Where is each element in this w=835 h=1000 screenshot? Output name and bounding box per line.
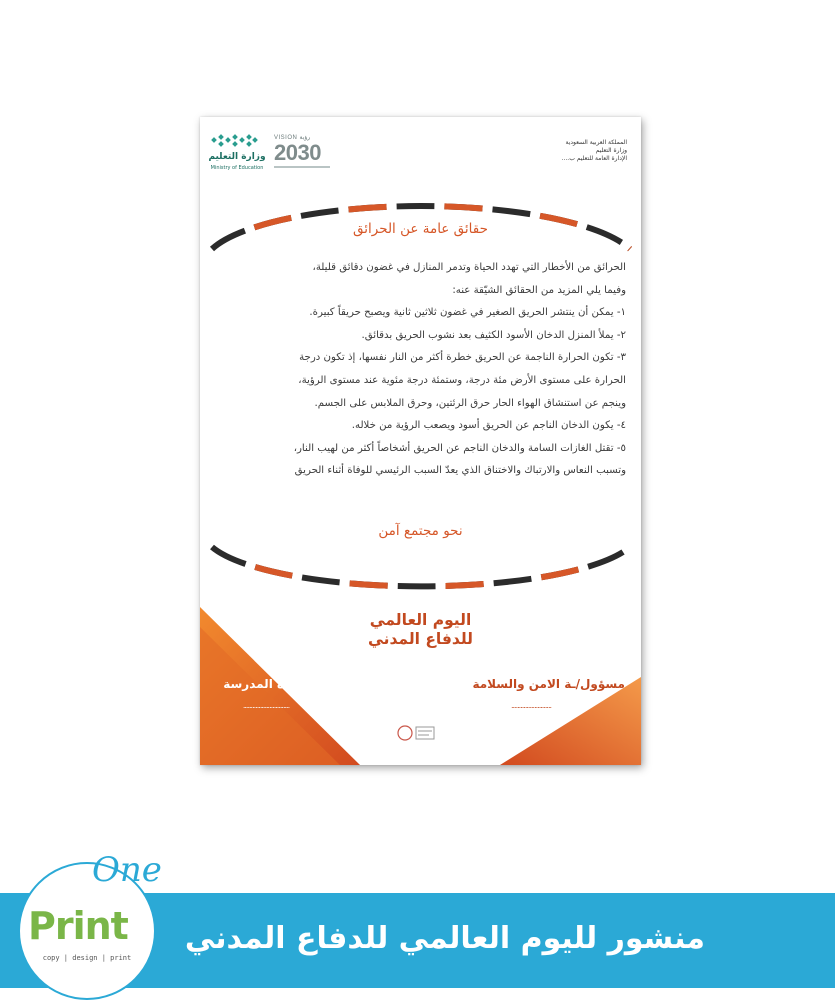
- orange-triangle-shapes: [200, 117, 641, 765]
- printer-stamp-icon: [396, 722, 440, 744]
- vision-logo-small-text: VISION رؤية: [274, 135, 311, 141]
- facts-title: حقائق عامة عن الحرائق: [353, 221, 488, 237]
- facts-line: وينجم عن استنشاق الهواء الحار حرق الرئتين، وحرق الملابس على الجسم.: [314, 397, 626, 409]
- world-day-line-1: اليوم العالمي: [369, 611, 472, 629]
- facts-line: ٥- تقتل الغازات السامة والدخان الناجم عن الحريق أشخاصاً أكثر من لهيب النار،: [293, 442, 626, 454]
- facts-line: ٤- يكون الدخان الناجم عن الحريق أسود ويصعب الرؤية من خلاله.: [351, 420, 626, 432]
- one-print-logo: [18, 850, 188, 1000]
- principal-signature-line: ..............................: [242, 701, 290, 710]
- principal-signature-label: مدير/ة المدرسة: [223, 677, 315, 691]
- facts-line: ٣- تكون الحرارة الناجمة عن الحريق خطرة أكثر من النار نفسها، إذ تكون درجة: [299, 352, 626, 364]
- gov-line-ministry: وزارة التعليم: [595, 147, 627, 154]
- facts-line: الحرارة على مستوى الأرض مئة درجة، وستمئة درجة مئوية عند مستوى الرؤية،: [298, 374, 626, 386]
- facts-line: وتسبب النعاس والارتباك والاختناق الذي يعدّ السبب الرئيسي للوفاة أثناء الحريق: [294, 465, 626, 477]
- vision-logo-year: 2030: [274, 140, 321, 165]
- facts-line: وفيما يلي المزيد من الحقائق الشيّقة عنه:: [452, 284, 626, 296]
- banner-title: منشور لليوم العالمي للدفاع المدني: [184, 921, 705, 956]
- world-day-title: [200, 611, 641, 649]
- facts-line: ٢- يملأ المنزل الدخان الأسود الكثيف بعد نشوب الحريق بدقائق.: [361, 329, 626, 341]
- facts-line: الحرائق من الأخطار التي تهدد الحياة وتدمر المنازل في غضون دقائق قليلة،: [312, 262, 626, 273]
- brand-logo-tagline: copy | design | print: [42, 954, 132, 962]
- slogan: نحو مجتمع آمن: [378, 523, 463, 539]
- ministry-logo-english: Ministry of Education: [210, 165, 264, 171]
- safety-officer-signature-label: مسؤول/ـة الامن والسلامة: [472, 677, 625, 691]
- safety-officer-signature-line: ..........................: [510, 701, 552, 710]
- world-day-line-2: للدفاع المدني: [367, 630, 474, 648]
- brand-logo-print: Print: [28, 904, 128, 948]
- ministry-logo-arabic: وزارة التعليم: [208, 152, 266, 162]
- facts-line: ١- يمكن أن ينتشر الحريق الصغير في غضون ثلاثين ثانية ويصبح حريقاً كبيرة.: [309, 307, 626, 319]
- gov-line-directorate: الإدارة العامة للتعليم ب....: [561, 155, 627, 162]
- brand-logo-one: One: [92, 850, 162, 890]
- poster: [200, 117, 641, 765]
- gov-line-kingdom: المملكة العربية السعودية: [565, 139, 627, 146]
